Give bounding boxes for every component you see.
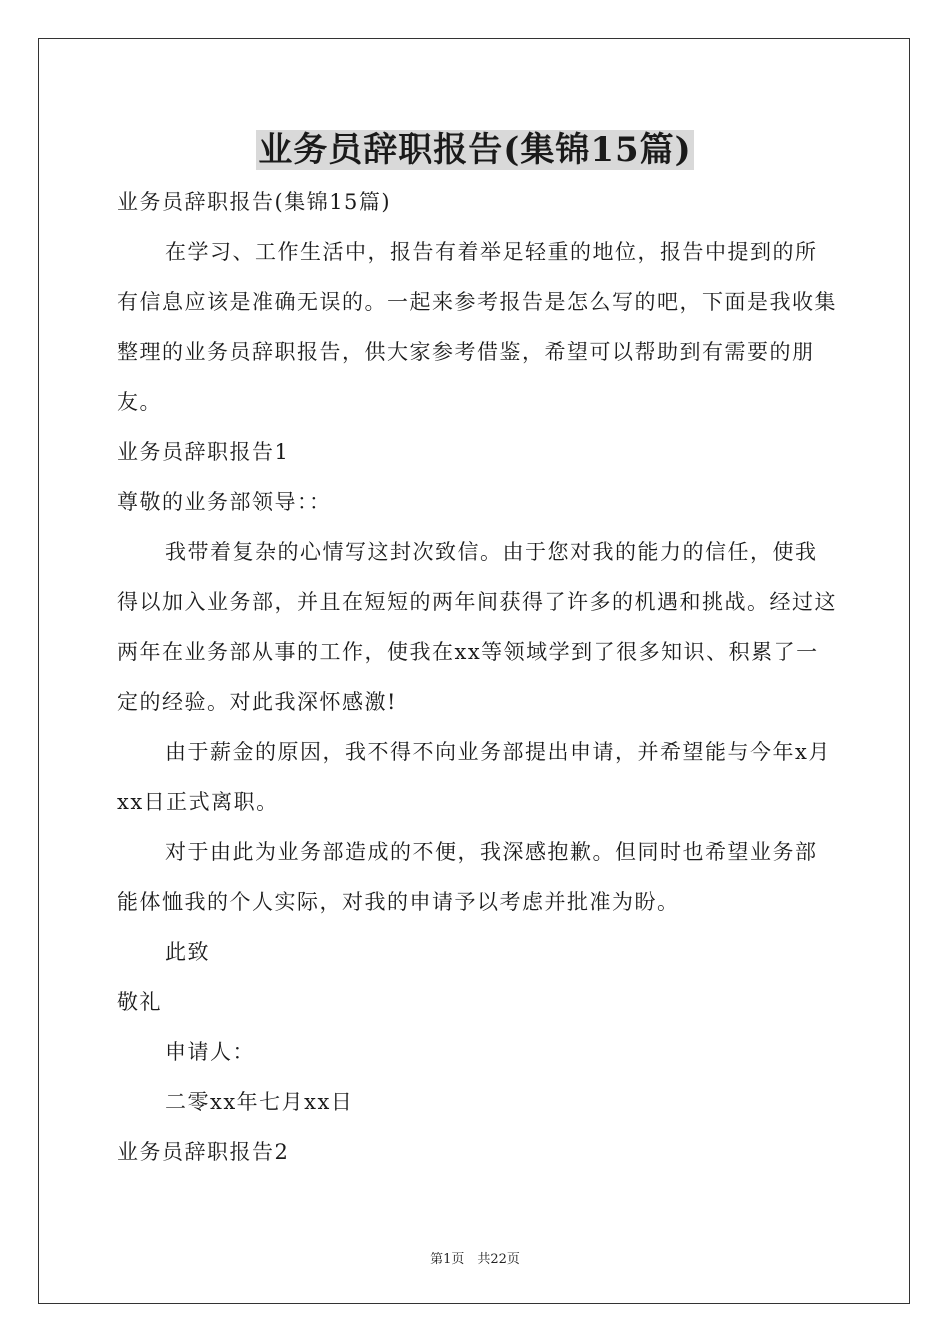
- paragraph-2: 由于薪金的原因，我不得不向业务部提出申请，并希望能与今年x月xx日正式离职。: [117, 740, 831, 814]
- title-text: 业务员辞职报告(集锦15篇): [258, 130, 692, 170]
- paragraph-3: 对于由此为业务部造成的不便，我深感抱歉。但同时也希望业务部能体恤我的个人实际，对我的申请予以考虑并批准为盼。: [117, 840, 818, 914]
- salutation: 尊敬的业务部领导：：: [117, 490, 332, 514]
- closing-line: 此致: [165, 940, 210, 964]
- applicant-label: 申请人：: [165, 1040, 255, 1064]
- page-footer: 第1页 共22页: [430, 1252, 520, 1267]
- section-heading-2: 业务员辞职报告2: [117, 1140, 290, 1164]
- document-title: [0, 128, 950, 172]
- subtitle: 业务员辞职报告(集锦15篇): [117, 190, 392, 214]
- intro-paragraph: 在学习、工作生活中，报告有着举足轻重的地位，报告中提到的所有信息应该是准确无误的。一起来参考报告是怎么写的吧，下面是我收集整理的业务员辞职报告，供大家参考借鉴，希望可以帮助到有需要的朋友。: [117, 240, 837, 414]
- closing-regards: 敬礼: [117, 990, 162, 1014]
- section-heading-1: 业务员辞职报告1: [117, 440, 290, 464]
- document-body: [117, 177, 837, 1177]
- paragraph-1: 我带着复杂的心情写这封次致信。由于您对我的能力的信任，使我得以加入业务部，并且在短短的两年间获得了许多的机遇和挑战。经过这两年在业务部从事的工作，使我在xx等领域学到了很多知识、积累了一定的经验。对此我深怀感激!: [117, 540, 837, 714]
- signature-date: 二零xx年七月xx日: [165, 1090, 354, 1114]
